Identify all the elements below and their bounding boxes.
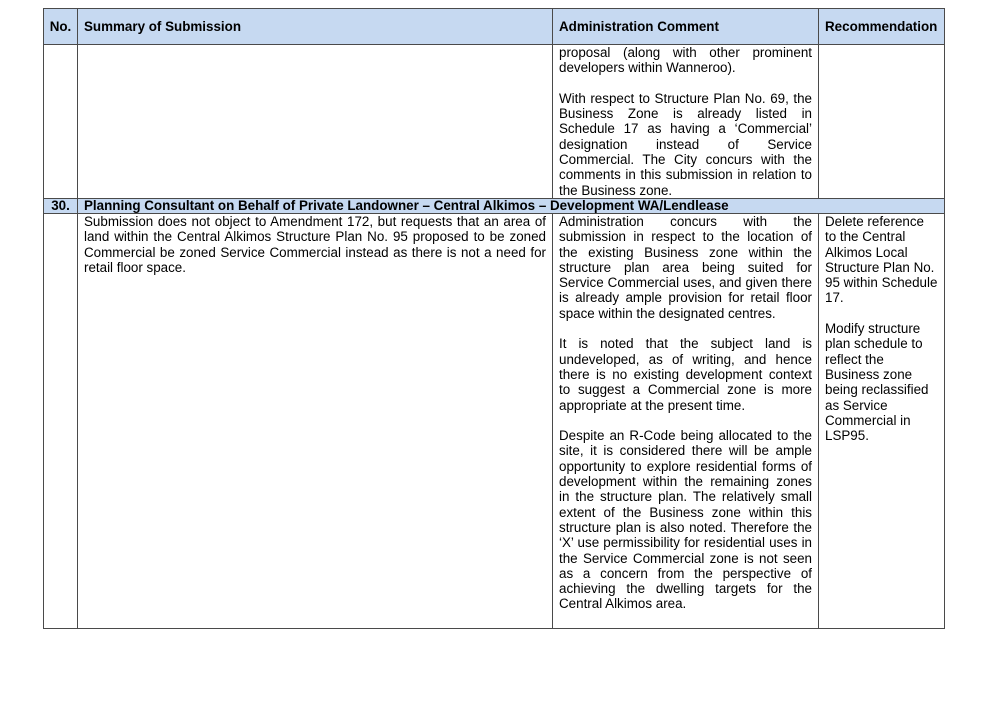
continued-summary-cell (78, 45, 553, 199)
submission-recommendation-cell (819, 213, 945, 628)
header-recommendation: Recommendation (819, 9, 945, 45)
recommendation-paragraph: Modify structure plan schedule to reflect the Business zone being reclassified as Service Commercial in LSP95. (825, 321, 929, 444)
submission-number: 30. (44, 198, 78, 213)
table-row-continued (44, 45, 945, 199)
submission-heading-row (44, 198, 945, 213)
admin-paragraph: It is noted that the subject land is undeveloped, as of writing, and hence there is no existing development context to suggest a Commercial zone is more appropriate at the present time. (559, 336, 812, 413)
submissions-table (43, 8, 945, 629)
recommendation-paragraph: Delete reference to the Central Alkimos Local Structure Plan No. 95 within Schedule 17. (825, 213, 938, 306)
header-admin-comment: Administration Comment (553, 9, 819, 45)
admin-paragraph: proposal (along with other prominent developers within Wanneroo). (559, 45, 812, 76)
admin-paragraph: Despite an R-Code being allocated to the site, it is considered there will be ample opportunity to explore residential forms of development within the remaining zones in the structure plan. The relatively small extent of the Business zone within this structure plan is also noted. Therefore the ‘X’ use permissibility for residential uses in the Service Commercial zone is not seen as a concern from the perspective of achieving the dwelling targets for the Central Alkimos area. (559, 428, 812, 612)
table-row-submission-30 (44, 213, 945, 628)
submission-title: Planning Consultant on Behalf of Private Landowner – Central Alkimos – Development WA/Lendlease (78, 198, 945, 213)
submission-no-cell (44, 213, 78, 628)
header-no: No. (44, 9, 78, 45)
continued-admin-cell (553, 45, 819, 199)
submission-admin-cell (553, 213, 819, 628)
admin-paragraph: With respect to Structure Plan No. 69, the Business Zone is already listed in Schedule 17 as having a ‘Commercial’ designation instead of Service Commercial. The City concurs with the comments in this submission in relation to the Business zone. (559, 90, 812, 198)
table-header-row (44, 9, 945, 45)
continued-no-cell (44, 45, 78, 199)
header-summary: Summary of Submission (78, 9, 553, 45)
submission-summary-cell (78, 213, 553, 628)
continued-recommendation-cell (819, 45, 945, 199)
submission-summary: Submission does not object to Amendment 172, but requests that an area of land within the Central Alkimos Structure Plan No. 95 proposed to be zoned Commercial be zoned Service Commercial instead as there is not a need for retail floor space. (84, 213, 546, 275)
admin-paragraph: Administration concurs with the submission in respect to the location of the existing Business zone within the structure plan area being suited for Service Commercial uses, and given there is already ample provision for retail floor space within the designated centres. (559, 213, 812, 321)
